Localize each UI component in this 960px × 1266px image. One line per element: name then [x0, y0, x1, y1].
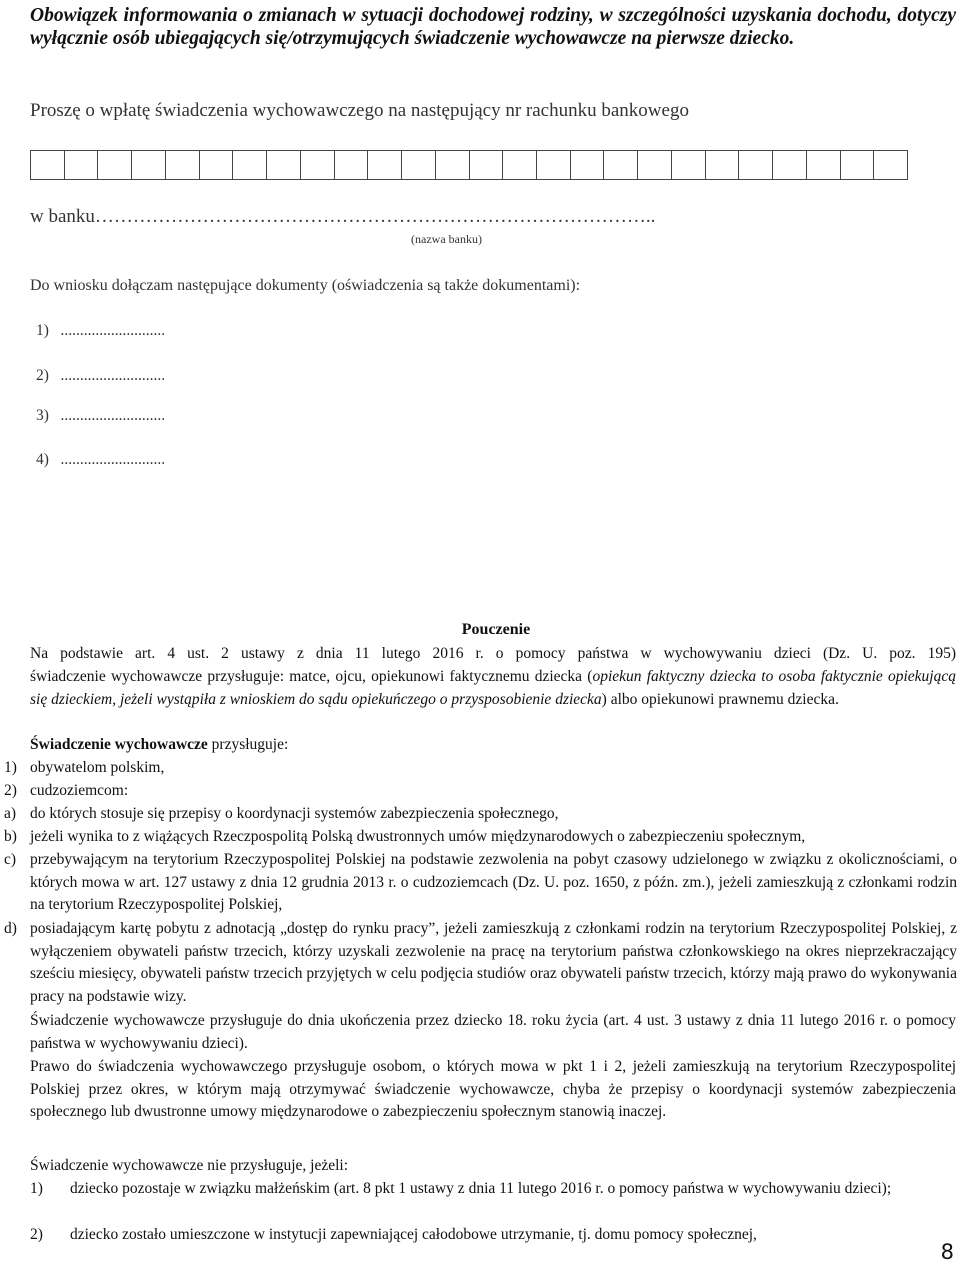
account-digit-cell[interactable] — [65, 151, 99, 179]
attachment-num: 1) — [36, 322, 49, 339]
attachment-field[interactable]: ........................... — [60, 367, 166, 384]
list-num: 2) — [30, 1226, 43, 1243]
account-digit-cell[interactable] — [807, 151, 841, 179]
attachment-num: 2) — [36, 367, 49, 384]
attachment-num: 4) — [36, 451, 49, 468]
attachment-item — [36, 367, 165, 385]
account-digit-cell[interactable] — [470, 151, 504, 179]
sub-item — [4, 826, 957, 849]
entitled-bold: Świadczenie wychowawcze — [30, 736, 208, 753]
para1-body — [30, 666, 956, 711]
account-digit-cell[interactable] — [773, 151, 807, 179]
page-number: 8 — [940, 1240, 954, 1264]
bank-line — [30, 206, 655, 228]
sub-text: przebywającym na terytorium Rzeczypospolitej Polskiej na podstawie zezwolenia na pobyt czasowy udzielonego w związku z okolicznościami, o których mowa w art. 127 ustawy z dnia 12 grudnia 2013 r. o cudzoziemcach (Dz. U. poz. 1650, z późn. zm.), jeżeli zamieszkują z członkami rodzin na terytorium Rzeczypospolitej Polskiej, — [30, 851, 957, 914]
account-digit-cell[interactable] — [335, 151, 369, 179]
bank-name-field[interactable]: …………………………………………………………………………….. — [94, 206, 656, 227]
list-num: 1) — [30, 1180, 43, 1197]
attachment-field[interactable]: ........................... — [60, 407, 166, 424]
payment-request: Proszę o wpłatę świadczenia wychowawczego na następujący nr rachunku bankowego — [30, 100, 689, 121]
header-notice: Obowiązek informowania o zmianach w sytuacji dochodowej rodziny, w szczególności uzyskania dochodu, dotyczy wyłącznie osób ubiegających się/otrzymujących świadczenie wychowawcze na pierwsze dziecko. — [30, 5, 956, 49]
account-digit-cell[interactable] — [537, 151, 571, 179]
attachment-num: 3) — [36, 407, 49, 424]
attachment-item — [36, 451, 165, 469]
account-digit-cell[interactable] — [200, 151, 234, 179]
para1-italic-a: opiekun faktyczny dziecka to osoba — [592, 668, 816, 685]
account-digit-cell[interactable] — [706, 151, 740, 179]
not-entitled-item — [30, 1178, 956, 1201]
sub-item — [4, 918, 957, 1009]
account-digit-cell[interactable] — [267, 151, 301, 179]
attachment-item — [36, 407, 165, 425]
sub-num: b) — [4, 828, 17, 845]
not-entitled-intro: Świadczenie wychowawcze nie przysługuje, jeżeli: — [30, 1157, 349, 1174]
account-digit-cell[interactable] — [571, 151, 605, 179]
sub-item — [4, 849, 957, 917]
residence-rule: Prawo do świadczenia wychowawczego przysługuje osobom, o których mowa w pkt 1 i 2, jeżeli zamieszkują na terytorium Rzeczypospolitej Polskiej przez okres, w którym mają otrzymywać świadczenie wychowawcze, chyba że przepisy o koordynacji systemów zabezpieczenia społecznego lub dwustronne umowy międzynarodowe o zabezpieczeniu społecznym stanowią inaczej. — [30, 1058, 956, 1121]
entitled-intro — [30, 734, 288, 757]
sub-num: c) — [4, 851, 17, 868]
account-number-grid[interactable] — [30, 150, 908, 180]
list-text: obywatelom polskim, — [30, 759, 165, 776]
not-entitled-item — [30, 1224, 956, 1247]
para1-text: świadczenie wychowawcze przysługuje: matce, ojcu, opiekunowi faktycznemu dziecka ( — [30, 668, 593, 685]
sub-text: posiadającym kartę pobytu z adnotacją „dostęp do rynku pracy”, jeżeli zamieszkują z członkami rodzin na terytorium Rzeczypospolitej Polskiej, z wyłączeniem obywateli państw trzecich, którzy uzyskali zezwolenie na pracę na terytorium państwa członkowskiego na okres nieprzekraczający sześciu miesięcy, obywateli państw trzecich przyjętych w celu podjęcia studiów oraz obywateli państw trzecich, którzy mają prawo do wykonywania pracy na podstawie wizy. — [30, 920, 957, 1006]
account-digit-cell[interactable] — [841, 151, 875, 179]
list-num: 2) — [4, 782, 17, 799]
age-limit: Świadczenie wychowawcze przysługuje do dnia ukończenia przez dziecko 18. roku życia (art. 4 ust. 3 ustawy z dnia 11 lutego 2016 r. o pomocy państwa w wychowywaniu dzieci). — [30, 1012, 956, 1052]
para1-end: ) albo — [601, 690, 638, 708]
account-digit-cell[interactable] — [402, 151, 436, 179]
entitled-rest: przysługuje: — [207, 736, 289, 753]
account-digit-cell[interactable] — [132, 151, 166, 179]
para1-line1: Na podstawie art. 4 ust. 2 ustawy z dnia 11 lutego 2016 r. o pomocy państwa w wychowywaniu dzieci (Dz. U. poz. 195) — [30, 645, 956, 662]
list-text: cudzoziemcom: — [30, 782, 129, 799]
attachment-field[interactable]: ........................... — [60, 322, 166, 339]
list-text: dziecko zostało umieszczone w instytucji zapewniającej całodobowe utrzymanie, tj. domu pomocy społecznej, — [70, 1226, 757, 1243]
attachments-intro: Do wniosku dołączam następujące dokumenty (oświadczenia są także dokumentami): — [30, 277, 581, 294]
account-digit-cell[interactable] — [672, 151, 706, 179]
sub-item — [4, 803, 957, 826]
account-digit-cell[interactable] — [98, 151, 132, 179]
bank-prefix: w banku — [30, 206, 95, 227]
list-item — [4, 757, 957, 780]
account-digit-cell[interactable] — [436, 151, 470, 179]
sub-num: d) — [4, 920, 17, 937]
list-num: 1) — [4, 759, 17, 776]
sub-text: jeżeli wynika to z wiążących Rzeczpospolitą Polską dwustronnych umów międzynarodowych o zabezpieczeniu społecznym, — [30, 828, 806, 845]
instruction-title: Pouczenie — [461, 621, 531, 638]
account-digit-cell[interactable] — [739, 151, 773, 179]
account-digit-cell[interactable] — [166, 151, 200, 179]
para1-last: opiekunowi prawnemu dziecka. — [641, 690, 839, 708]
account-digit-cell[interactable] — [874, 151, 907, 179]
attachment-item — [36, 322, 165, 340]
list-item — [4, 780, 957, 803]
account-digit-cell[interactable] — [638, 151, 672, 179]
attachment-field[interactable]: ........................... — [60, 451, 166, 468]
account-digit-cell[interactable] — [503, 151, 537, 179]
account-digit-cell[interactable] — [604, 151, 638, 179]
sub-text: do których stosuje się przepisy o koordynacji systemów zabezpieczenia społecznego, — [30, 805, 559, 822]
account-digit-cell[interactable] — [31, 151, 65, 179]
para1-italic-b: faktycznie opiekującą się dzieckiem, jeżeli wystąpiła z wnioskiem do sądu opiekuńczego o przysposobienie dziecka — [30, 668, 956, 708]
account-digit-cell[interactable] — [233, 151, 267, 179]
account-digit-cell[interactable] — [301, 151, 335, 179]
account-digit-cell[interactable] — [368, 151, 402, 179]
sub-num: a) — [4, 805, 17, 822]
list-text: dziecko pozostaje w związku małżeńskim (art. 8 pkt 1 ustawy z dnia 11 lutego 2016 r. o pomocy państwa w wychowywaniu dzieci); — [70, 1180, 892, 1197]
bank-caption: (nazwa banku) — [411, 232, 482, 246]
